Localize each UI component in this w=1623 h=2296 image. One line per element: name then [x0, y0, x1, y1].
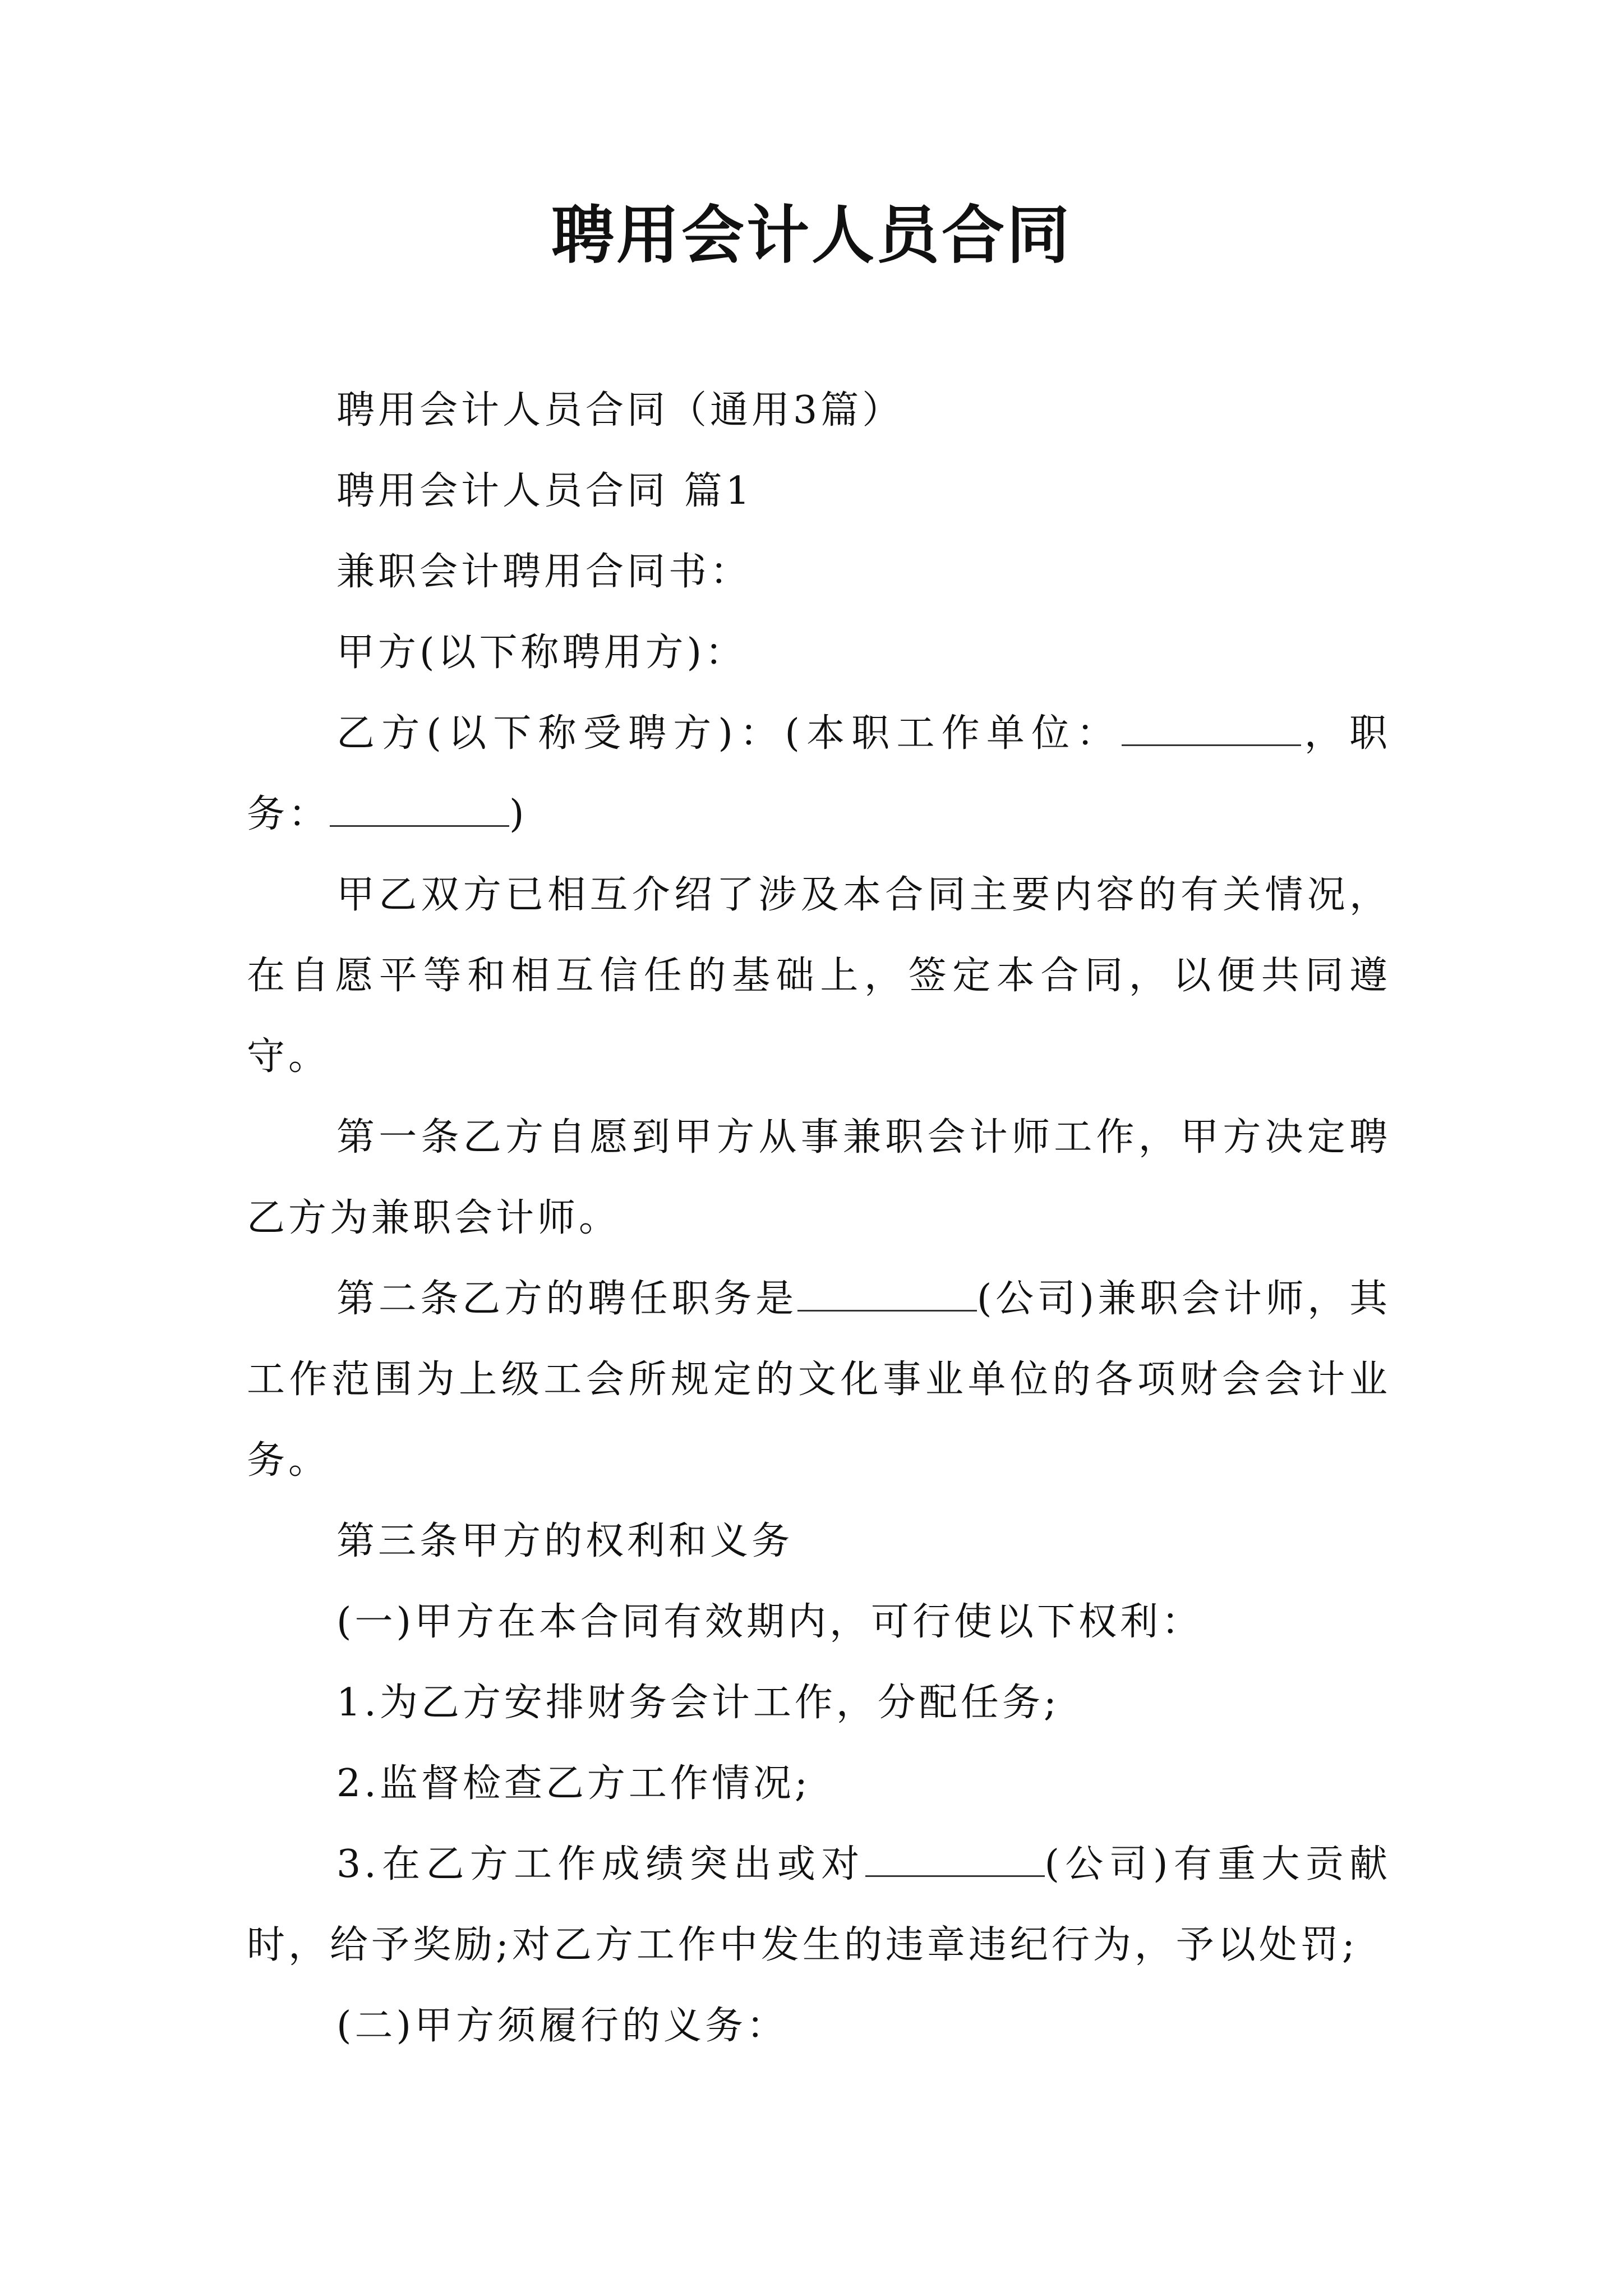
- paragraph-preamble: 甲乙双方已相互介绍了涉及本合同主要内容的有关情况，在自愿平等和相互信任的基础上，签定本合同，以便共同遵守。: [247, 873, 1391, 1079]
- right-3-after: (公司)有重大贡献时，给予奖励;对乙方工作中发生的违章违纪行为，予以处罚;: [247, 1842, 1391, 1967]
- article-2-after: (公司)兼职会计师，其工作范围为上级工会所规定的文化事业单位的各项财会会计业务。: [247, 1277, 1391, 1483]
- paragraph-contract-name: 兼职会计聘用合同书：: [336, 550, 752, 594]
- position-blank-field: [330, 792, 509, 827]
- right-3-before: 3.在乙方工作成绩突出或对: [336, 1842, 865, 1887]
- company-blank-field-2: [865, 1842, 1045, 1877]
- paragraph-party-a: 甲方(以下称聘用方)：: [336, 631, 747, 675]
- company-blank-field: [797, 1276, 977, 1312]
- paragraph-article-2: [247, 1259, 1391, 1501]
- party-b-position-label: ，职务：: [247, 711, 1391, 836]
- paragraph-party-b: [247, 693, 1391, 855]
- document-body: [247, 370, 1391, 2067]
- paragraph-article-1: 第一条乙方自愿到甲方从事兼职会计师工作，甲方决定聘乙方为兼职会计师。: [247, 1115, 1391, 1240]
- employer-blank-field: [1122, 711, 1301, 746]
- paragraph-section-heading: 聘用会计人员合同 篇1: [336, 469, 753, 513]
- paragraph-right-2: 2.监督检查乙方工作情况;: [336, 1761, 811, 1806]
- party-b-label: 乙方(以下称受聘方)：(本职工作单位：: [336, 711, 1122, 756]
- paragraph-right-1: 1.为乙方安排财务会计工作，分配任务;: [336, 1681, 1060, 1725]
- paragraph-right-3: [247, 1824, 1391, 1986]
- paragraph-article-3: 第三条甲方的权利和义务: [336, 1519, 794, 1563]
- party-b-close: ): [509, 792, 528, 836]
- paragraph-subtitle: 聘用会计人员合同（通用3篇）: [336, 388, 904, 432]
- paragraph-duties-heading: (二)甲方须履行的义务：: [336, 2004, 789, 2048]
- paragraph-rights-heading: (一)甲方在本合同有效期内，可行使以下权利：: [336, 1600, 1204, 1644]
- document-title: 聘用会计人员合同: [551, 199, 1072, 272]
- article-2-before: 第二条乙方的聘任职务是: [336, 1277, 797, 1321]
